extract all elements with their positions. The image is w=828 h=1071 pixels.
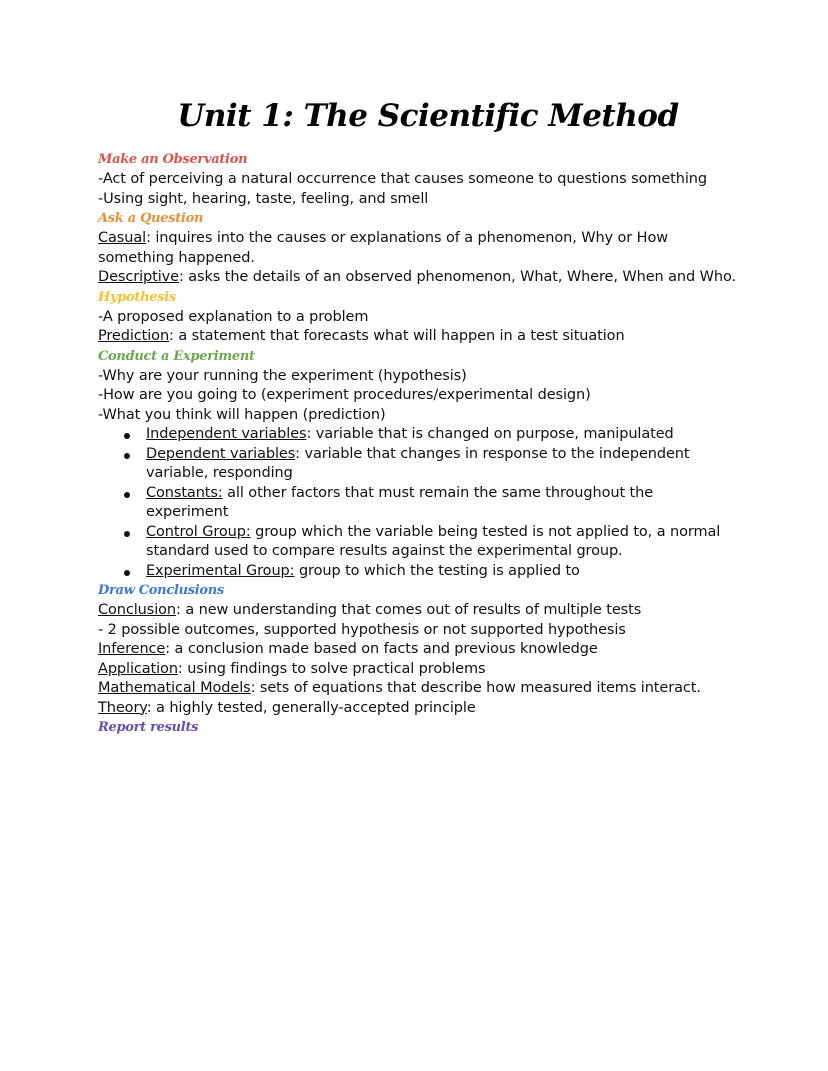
term: Mathematical Models <box>98 680 251 697</box>
definition: : a conclusion made based on facts and previous knowledge <box>165 641 598 658</box>
text-line: -A proposed explanation to a problem <box>98 308 369 325</box>
section-report <box>98 718 738 738</box>
term: Dependent variables <box>146 445 296 462</box>
section-heading: Report results <box>98 720 199 736</box>
section-heading: Ask a Question <box>98 211 204 227</box>
definition: all other factors that must remain the same throughout the experiment <box>146 484 654 521</box>
definition: : a highly tested, generally-accepted principle <box>146 699 476 716</box>
definition-line <box>98 660 738 680</box>
definition: : variable that changes in response to the independent variable, responding <box>146 445 690 482</box>
section-heading: Hypothesis <box>98 289 176 305</box>
section-experiment <box>98 347 738 582</box>
definition: : inquires into the causes or explanations of a phenomenon, Why or How something happened. <box>98 230 669 266</box>
section-conclusions <box>98 581 738 718</box>
term: Inference <box>98 641 166 658</box>
text-line: -What you think will happen (prediction) <box>98 406 386 423</box>
definition: group which the variable being tested is not applied to, a normal standard used to compare results against the experimental group. <box>146 523 721 560</box>
text-line: -Using sight, hearing, taste, feeling, and smell <box>98 190 429 207</box>
list-item <box>146 562 738 582</box>
definition-line <box>98 640 738 660</box>
definition: group to which the testing is applied to <box>294 562 580 579</box>
term: Constants: <box>146 484 223 501</box>
term: Prediction <box>98 328 170 345</box>
definition: : a new understanding that comes out of results of multiple tests <box>176 602 642 619</box>
list-item <box>146 425 738 445</box>
term: Independent variables <box>146 426 307 443</box>
section-question <box>98 209 738 288</box>
definition: : sets of equations that describe how measured items interact. <box>250 680 701 697</box>
list-item <box>146 484 738 523</box>
section-heading: Draw Conclusions <box>98 583 224 599</box>
definition-line <box>98 268 738 288</box>
term: Theory <box>98 699 147 716</box>
section-heading: Conduct a Experiment <box>98 348 255 364</box>
term: Control Group: <box>146 523 251 540</box>
variables-list <box>98 425 738 581</box>
term: Conclusion <box>98 602 177 619</box>
text-line: -How are you going to (experiment procedures/experimental design) <box>98 387 591 404</box>
term: Experimental Group: <box>146 562 295 579</box>
definition-line <box>98 229 738 268</box>
text-line: -Why are your running the experiment (hypothesis) <box>98 367 467 384</box>
document-page <box>98 96 738 738</box>
term: Application <box>98 660 178 677</box>
term: Casual <box>98 230 147 247</box>
definition: : a statement that forecasts what will happen in a test situation <box>169 328 625 345</box>
definition-line <box>98 601 738 621</box>
text-line: - 2 possible outcomes, supported hypothesis or not supported hypothesis <box>98 621 626 638</box>
section-observation <box>98 150 738 209</box>
list-item <box>146 523 738 562</box>
section-hypothesis <box>98 288 738 347</box>
text-line: -Act of perceiving a natural occurrence that causes someone to questions something <box>98 171 707 188</box>
definition: : using findings to solve practical problems <box>177 660 486 677</box>
definition-line <box>98 679 738 699</box>
definition-line <box>98 699 738 719</box>
list-item <box>146 445 738 484</box>
definition-line <box>98 327 738 347</box>
term: Descriptive <box>98 269 179 286</box>
section-heading: Make an Observation <box>98 152 248 168</box>
definition: : asks the details of an observed phenomenon, What, Where, When and Who. <box>178 269 736 286</box>
definition: : variable that is changed on purpose, manipulated <box>306 426 674 443</box>
page-title: Unit 1: The Scientific Method <box>177 98 679 134</box>
